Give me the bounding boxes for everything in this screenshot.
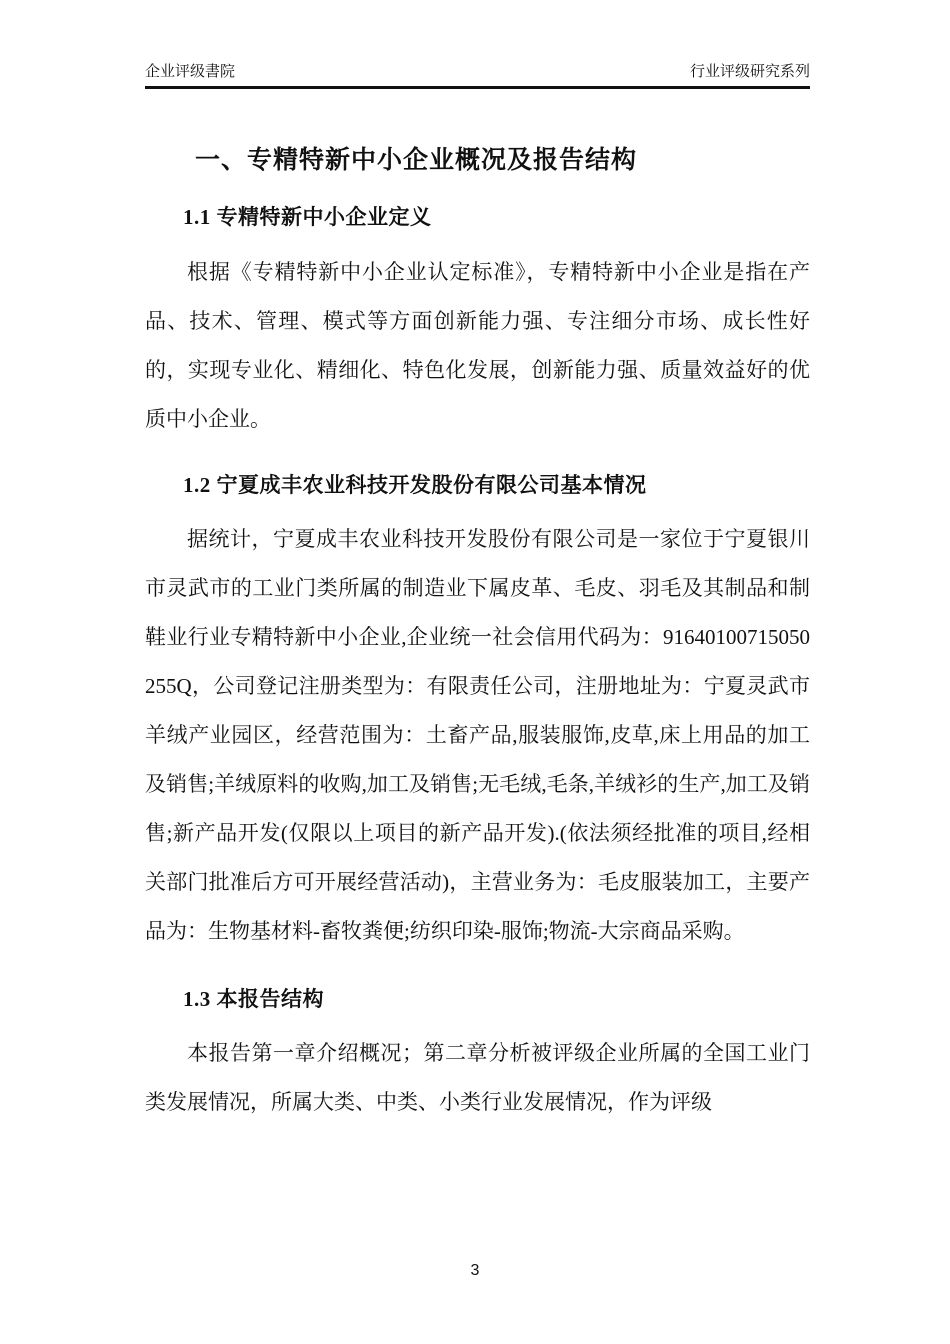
page-content: [145, 145, 810, 1127]
header-left-text: 企业评级書院: [145, 63, 236, 80]
header-right-text: 行业评级研究系列: [689, 63, 810, 80]
section-paragraph-1-2: 据统计，宁夏成丰农业科技开发股份有限公司是一家位于宁夏银川市灵武市的工业门类所属的制造业下属皮革、毛皮、羽毛及其制品和制鞋业行业专精特新中小企业,企业统一社会信用代码为：91640100715050255Q，公司登记注册类型为：有限责任公司，注册地址为：宁夏灵武市羊绒产业园区，经营范围为：土畜产品,服装服饰,皮草,床上用品的加工及销售;羊绒原料的收购,加工及销售;无毛绒,毛条,羊绒衫的生产,加工及销售;新产品开发(仅限以上项目的新产品开发).(依法须经批准的项目,经相关部门批准后方可开展经营活动)，主营业务为：毛皮服装加工，主要产品为：生物基材料-畜牧粪便;纺织印染-服饰;物流-大宗商品采购。: [145, 526, 810, 943]
page-number: 3: [470, 1262, 480, 1279]
section-heading-1-2: 1.2 宁夏成丰农业科技开发股份有限公司基本情况: [183, 472, 647, 497]
page-footer: [0, 1262, 950, 1280]
section-paragraph-1-1: 根据《专精特新中小企业认定标准》，专精特新中小企业是指在产品、技术、管理、模式等方面创新能力强、专注细分市场、成长性好的，实现专业化、精细化、特色化发展，创新能力强、质量效益好的优质中小企业。: [145, 259, 810, 431]
section-paragraph-1-3: 本报告第一章介绍概况；第二章分析被评级企业所属的全国工业门类发展情况，所属大类、中类、小类行业发展情况，作为评级: [145, 1041, 810, 1115]
section-heading-1-1: 1.1 专精特新中小企业定义: [183, 205, 432, 230]
section-heading-1-3: 1.3 本报告结构: [183, 986, 324, 1011]
chapter-title: 一、专精特新中小企业概况及报告结构: [195, 147, 638, 174]
page-header: [145, 62, 810, 89]
